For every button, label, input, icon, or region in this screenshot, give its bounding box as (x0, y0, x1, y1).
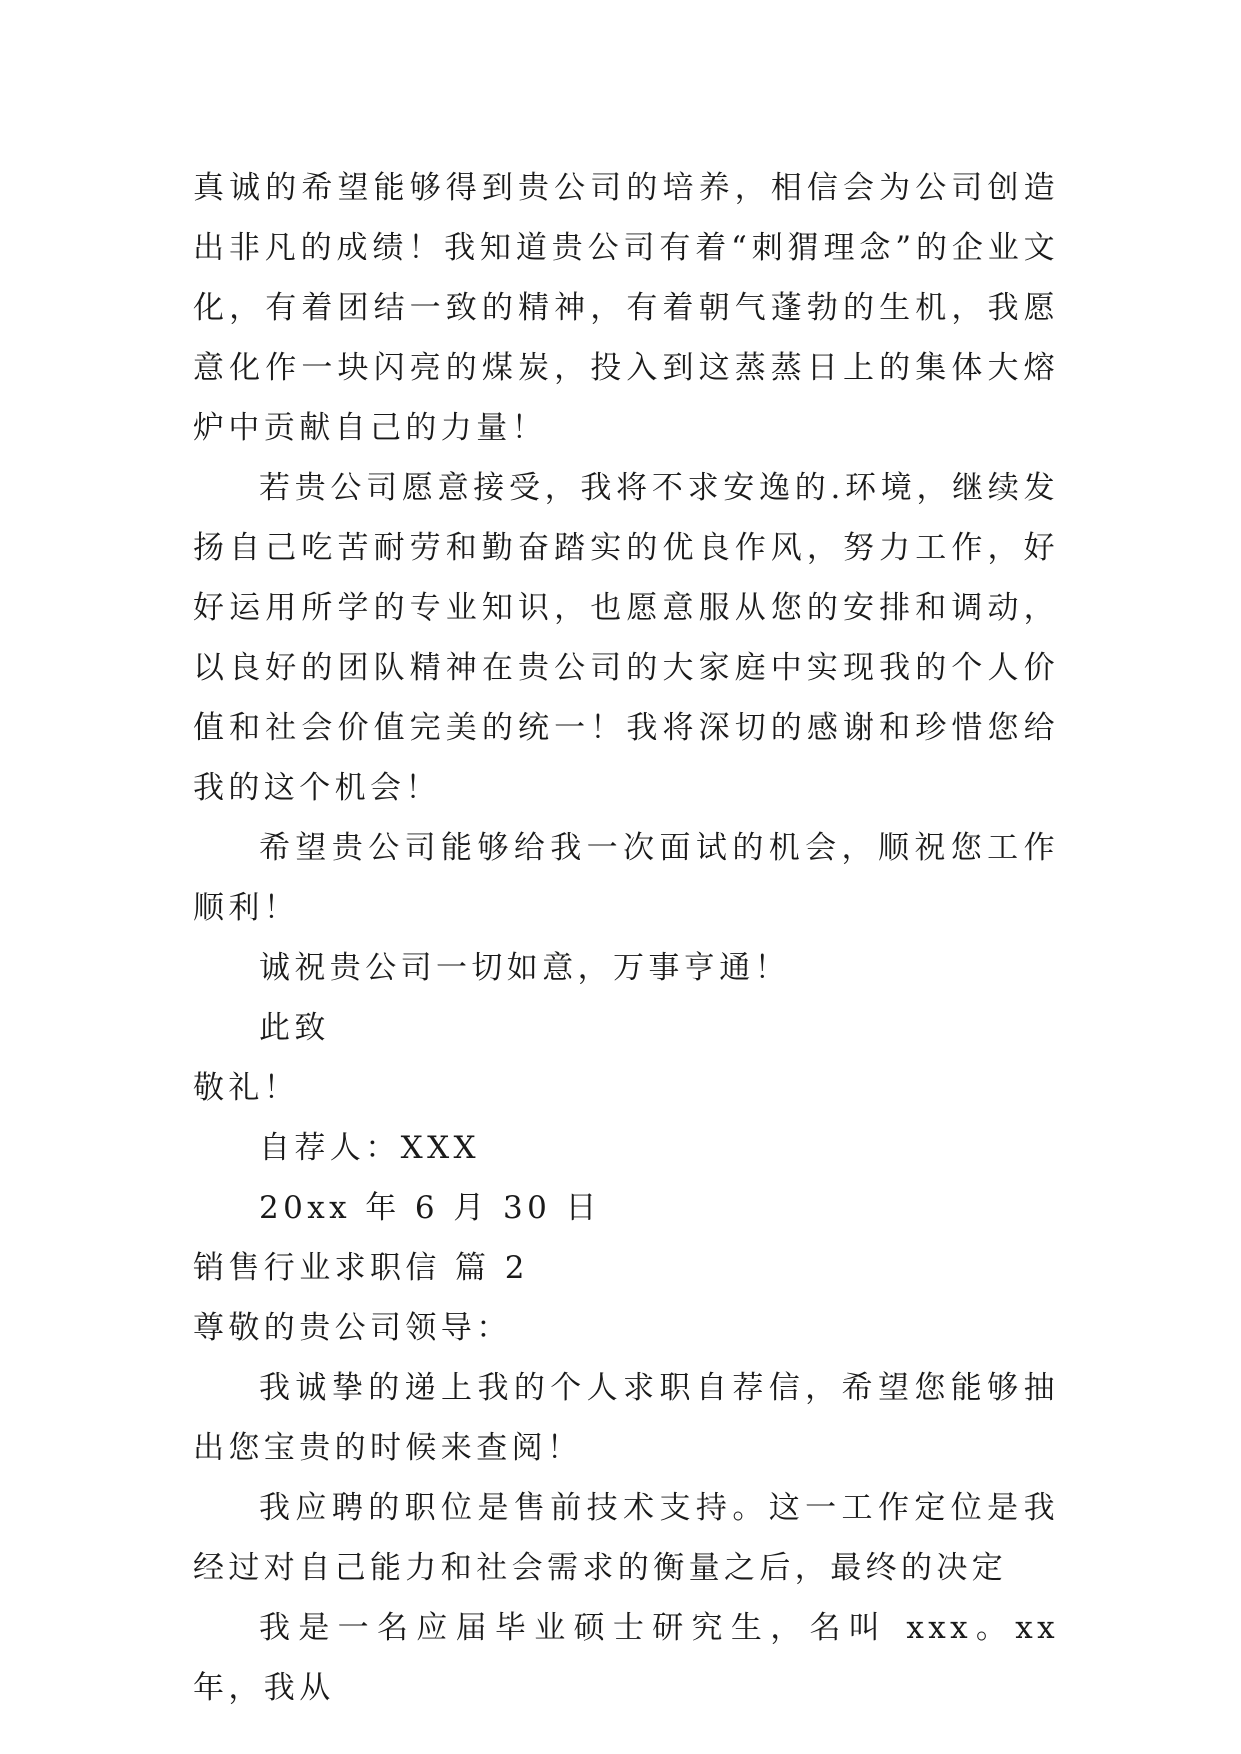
greeting-line: 尊敬的贵公司领导： (193, 1310, 512, 1346)
paragraph-1: 真诚的希望能够得到贵公司的培养，相信会为公司创造出非凡的成绩！我知道贵公司有着“刺猬理念”的企业文化，有着团结一致的精神，有着朝气蓬勃的生机，我愿意化作一块闪亮的煤炭，投入到这蒸蒸日上的集体大熔炉中贡献自己的力量！ (193, 170, 1059, 446)
signature-line: 自荐人：XXX (259, 1130, 481, 1166)
paragraph-2: 若贵公司愿意接受，我将不求安逸的.环境，继续发扬自己吃苦耐劳和勤奋踏实的优良作风，努力工作，好好运用所学的专业知识，也愿意服从您的安排和调动，以良好的团队精神在贵公司的大家庭中实现我的个人价值和社会价值完美的统一！我将深切的感谢和珍惜您给我的这个机会！ (193, 470, 1059, 806)
closing-salutation: 此致 (259, 1010, 330, 1046)
closing-regards: 敬礼！ (193, 1070, 300, 1106)
date-line: 20xx 年 6 月 30 日 (259, 1190, 601, 1226)
paragraph-4: 诚祝贵公司一切如意，万事亨通！ (259, 950, 790, 986)
paragraph-7: 我是一名应届毕业硕士研究生，名叫 xxx。xx 年，我从 (193, 1610, 1059, 1706)
document-body (193, 158, 1059, 1718)
paragraph-6: 我应聘的职位是售前技术支持。这一工作定位是我经过对自己能力和社会需求的衡量之后，最终的决定 (193, 1490, 1059, 1586)
section-heading: 销售行业求职信 篇 2 (193, 1250, 529, 1286)
paragraph-5: 我诚挚的递上我的个人求职自荐信，希望您能够抽出您宝贵的时候来查阅！ (193, 1370, 1059, 1466)
paragraph-3: 希望贵公司能够给我一次面试的机会，顺祝您工作顺利！ (193, 830, 1059, 926)
